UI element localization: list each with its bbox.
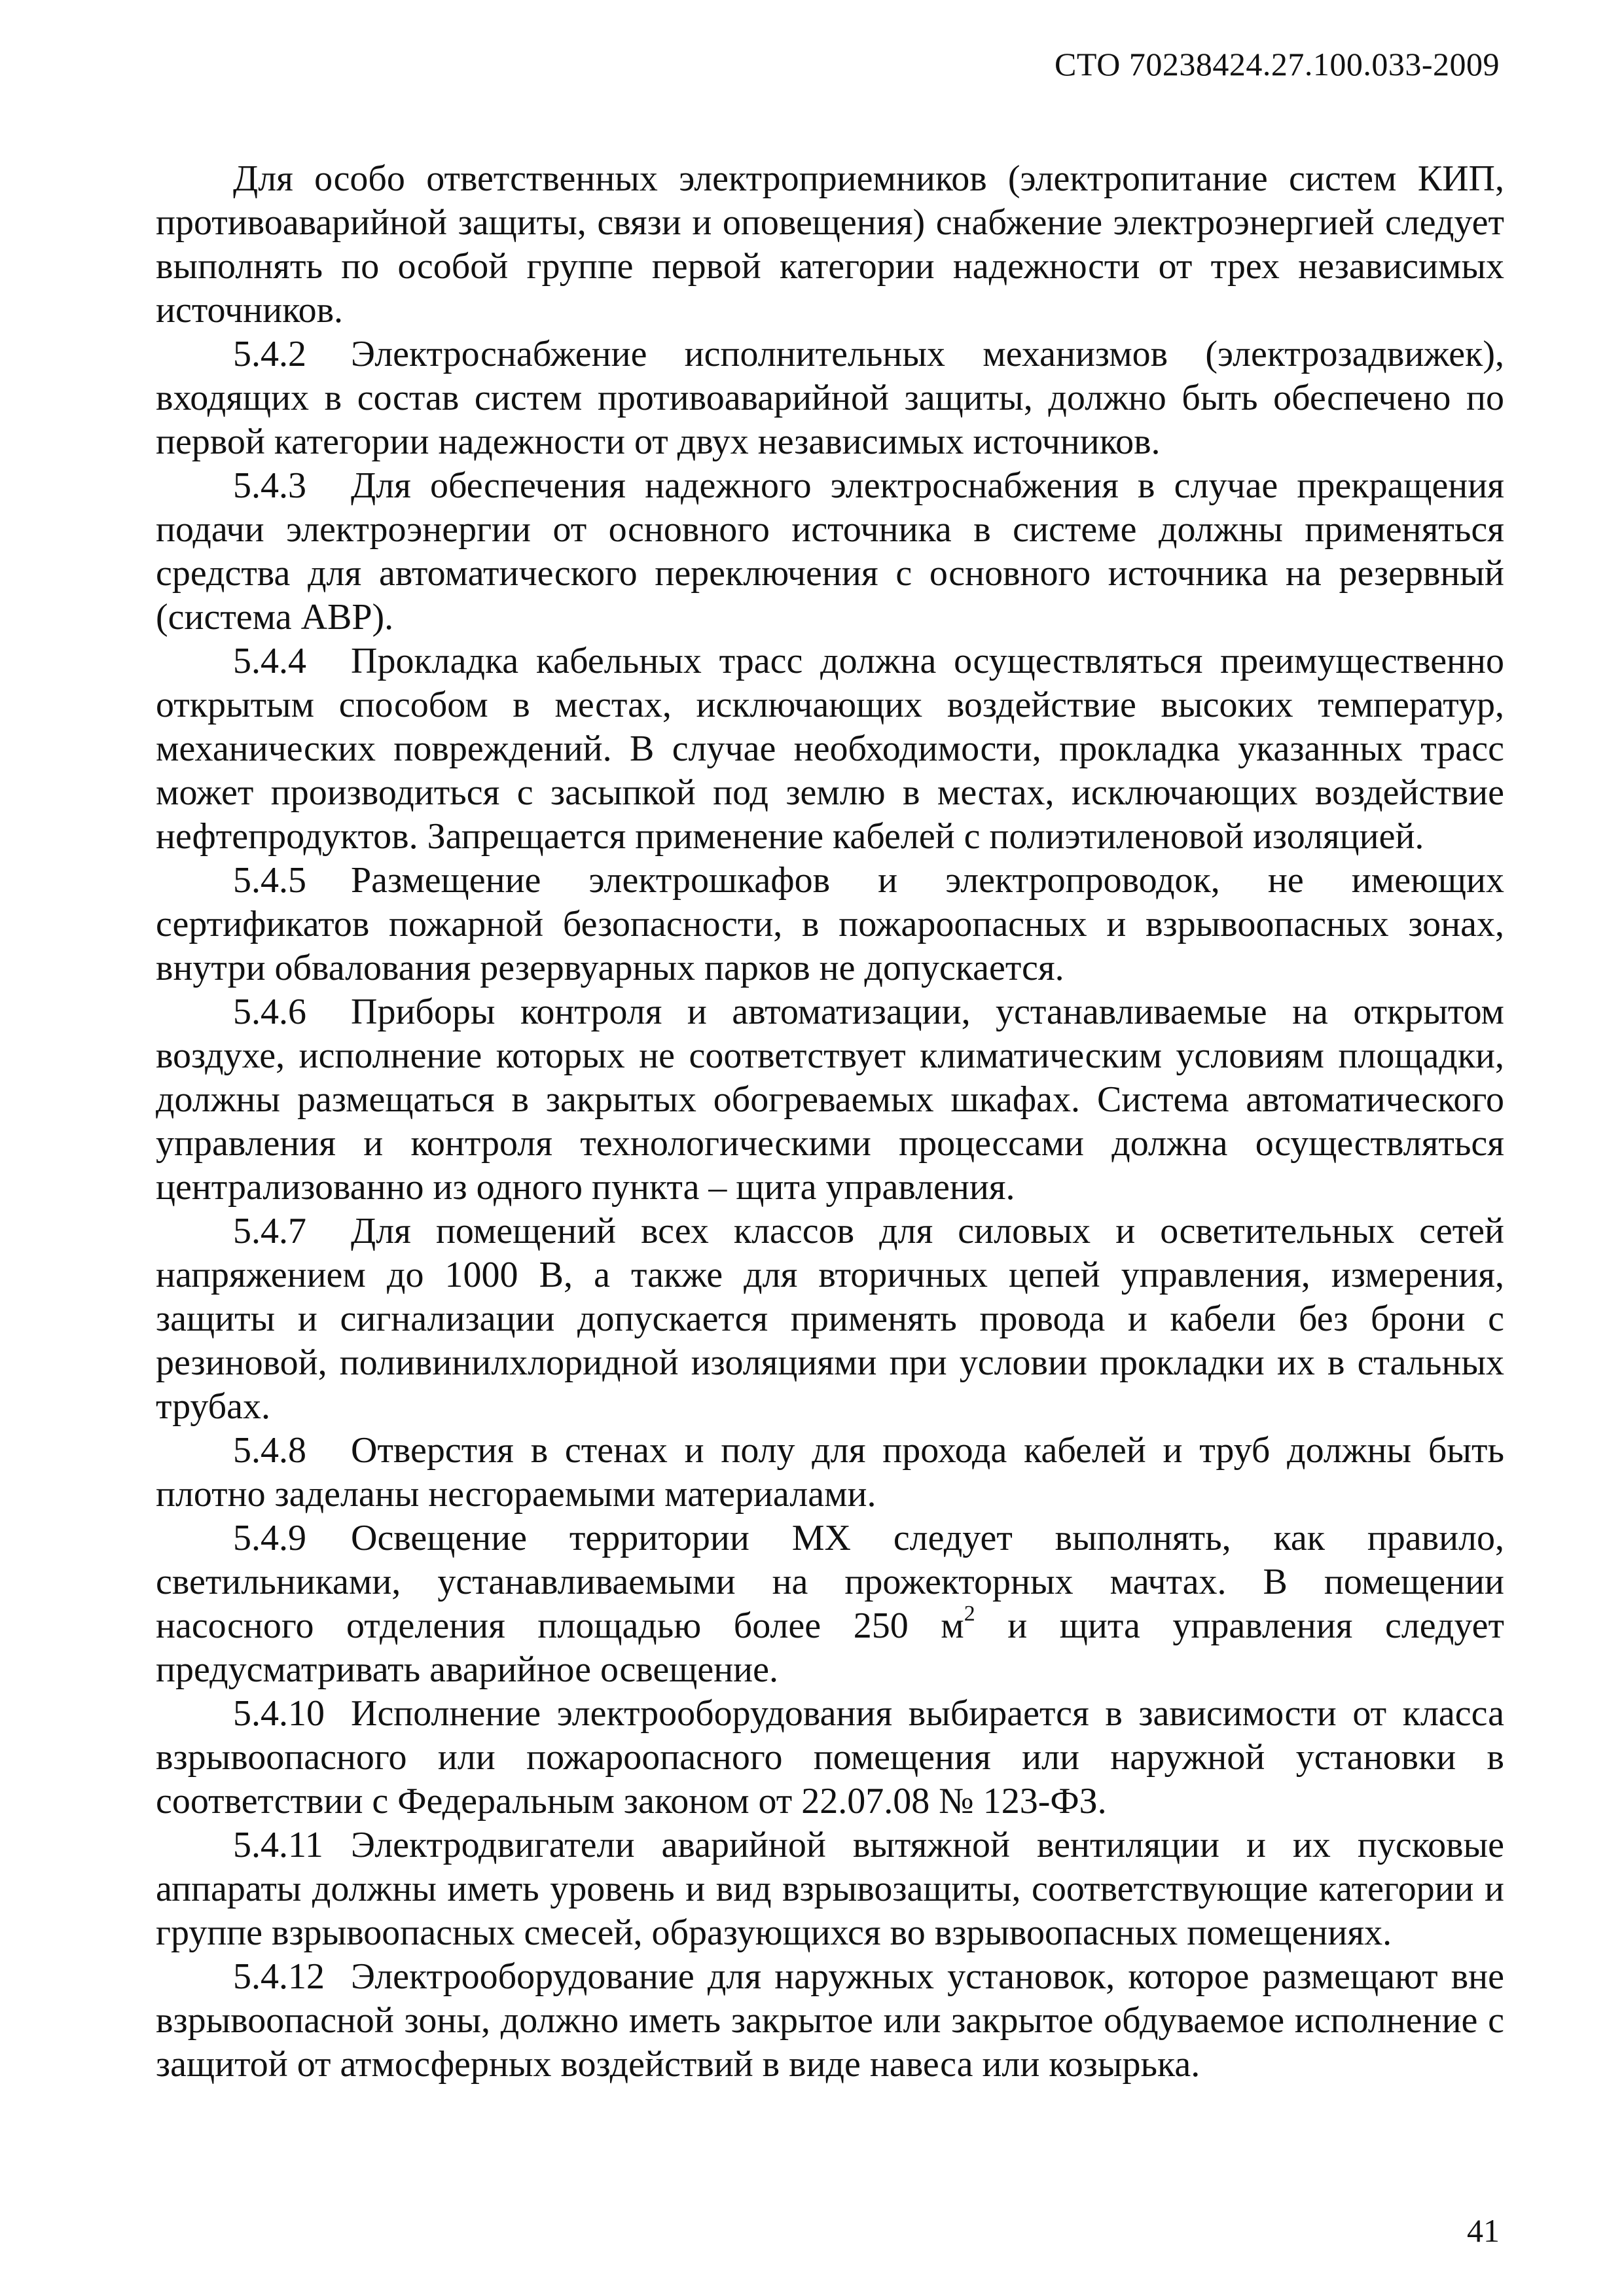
paragraph-text: Для обеспечения надежного электроснабжения в случае прекращения подачи электроэнергии от основного источника в системе должны применяться средства для автоматического переключения с основного источника на резервный (система АВР).	[156, 465, 1504, 637]
paragraph-5-4-12	[156, 1955, 1504, 2087]
paragraph-5-4-7	[156, 1210, 1504, 1429]
clause-number: 5.4.5	[233, 860, 306, 901]
paragraph-text: Отверстия в стенах и полу для прохода кабелей и труб должны быть плотно заделаны несгораемыми материалами.	[156, 1430, 1504, 1515]
paragraph-intro	[156, 157, 1504, 332]
paragraph-text: Приборы контроля и автоматизации, устанавливаемые на открытом воздухе, исполнение которых не соответствует климатическим условиям площадки, должны размещаться в закрытых обогреваемых шкафах. Система автоматического управления и контроля технологическими процессами должна осуществляться централизованно из одного пункта – щита управления.	[156, 992, 1504, 1208]
paragraph-text-part-a: Освещение территории МХ следует выполнять, как правило, светильниками, устанавливаемыми на прожекторных мачтах. В помещении насосного отделения площадью более 250 м	[156, 1518, 1504, 1646]
paragraph-text: Электродвигатели аварийной вытяжной вентиляции и их пусковые аппараты должны иметь уровень и вид взрывозащиты, соответствующие категории и группе взрывоопасных смесей, образующихся во взрывоопасных помещениях.	[156, 1825, 1504, 1953]
clause-number: 5.4.10	[233, 1693, 325, 1734]
clause-number: 5.4.3	[233, 465, 306, 506]
clause-number: 5.4.11	[233, 1825, 323, 1865]
paragraph-5-4-4	[156, 639, 1504, 859]
paragraph-text: Исполнение электрооборудования выбирается в зависимости от класса взрывоопасного или пожароопасного помещения или наружной установки в соответствии с Федеральным законом от 22.07.08 № 123-ФЗ.	[156, 1693, 1504, 1821]
document-body	[156, 157, 1504, 2087]
paragraph-5-4-11	[156, 1823, 1504, 1955]
paragraph-text: Для помещений всех классов для силовых и осветительных сетей напряжением до 1000 В, а также для вторичных цепей управления, измерения, защиты и сигнализации допускается применять провода и кабели без брони с резиновой, поливинилхлоридной изоляциями при условии прокладки их в стальных трубах.	[156, 1211, 1504, 1427]
paragraph-text: Размещение электрошкафов и электропроводок, не имеющих сертификатов пожарной безопасности, в пожароопасных и взрывоопасных зонах, внутри обвалования резервуарных парков не допускается.	[156, 860, 1504, 988]
paragraph-text: Прокладка кабельных трасс должна осуществляться преимущественно открытым способом в местах, исключающих воздействие высоких температур, механических повреждений. В случае необходимости, прокладка указанных трасс может производиться с засыпкой под землю в местах, исключающих воздействие нефтепродуктов. Запрещается применение кабелей с полиэтиленовой изоляцией.	[156, 641, 1504, 857]
paragraph-5-4-2	[156, 332, 1504, 464]
page-number: 41	[1467, 2212, 1500, 2249]
document-code: СТО 70238424.27.100.033-2009	[1055, 46, 1500, 82]
superscript-exponent: 2	[964, 1602, 975, 1626]
clause-number: 5.4.9	[233, 1518, 306, 1558]
paragraph-5-4-10	[156, 1692, 1504, 1823]
clause-number: 5.4.7	[233, 1211, 306, 1251]
paragraph-text: Электрооборудование для наружных установок, которое размещают вне взрывоопасной зоны, должно иметь закрытое или закрытое обдуваемое исполнение с защитой от атмосферных воздействий в виде навеса или козырька.	[156, 1956, 1504, 2085]
paragraph-5-4-5	[156, 859, 1504, 990]
clause-number: 5.4.2	[233, 334, 306, 374]
paragraph-5-4-6	[156, 990, 1504, 1210]
paragraph-5-4-3	[156, 464, 1504, 639]
clause-number: 5.4.12	[233, 1956, 325, 1997]
paragraph-text: Для особо ответственных электроприемников (электропитание систем КИП, противоаварийной защиты, связи и оповещения) снабжение электроэнергией следует выполнять по особой группе первой категории надежности от трех независимых источников.	[156, 158, 1504, 331]
clause-number: 5.4.4	[233, 641, 306, 681]
paragraph-text: Электроснабжение исполнительных механизмов (электрозадвижек), входящих в состав систем противоаварийной защиты, должно быть обеспечено по первой категории надежности от двух независимых источников.	[156, 334, 1504, 462]
paragraph-5-4-8	[156, 1429, 1504, 1516]
paragraph-text-part-b: и щита управления следует предусматривать аварийное освещение.	[156, 1605, 1504, 1690]
clause-number: 5.4.8	[233, 1430, 306, 1471]
clause-number: 5.4.6	[233, 992, 306, 1032]
paragraph-5-4-9	[156, 1516, 1504, 1692]
